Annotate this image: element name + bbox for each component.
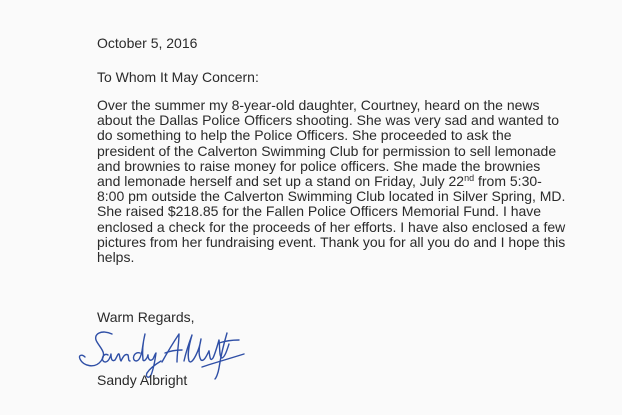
signature-text: Sandy Albright [68, 324, 75, 325]
letter-closing: Warm Regards, [97, 309, 195, 325]
letter-body [97, 98, 567, 265]
letter-body-superscript: nd [464, 173, 475, 184]
signer-name: Sandy Albright [97, 372, 188, 388]
letter-salutation: To Whom It May Concern: [97, 69, 259, 85]
letter-date: October 5, 2016 [97, 35, 198, 51]
letter-body-part-2: from 5:30-8:00 pm outside the Calverton Swimming Club located in Silver Spring, MD. She raised $218.85 for the Fallen Police Officers Memorial Fund. I have enclosed a check for the proceeds of her efforts. I have also enclosed a few pictures from her fundraising event. Thank you for all you do and I hope this helps. [97, 173, 566, 266]
letter-body-part-1: Over the summer my 8-year-old daughter, Courtney, heard on the news about the Dallas Police Officers shooting. She was very sad and wanted to do something to help the Police Officers. She proceeded to ask the president of the Calverton Swimming Club for permission to sell lemonade and brownies to raise money for police officers. She made the brownies and lemonade herself and set up a stand on Friday, July 22 [97, 97, 560, 190]
